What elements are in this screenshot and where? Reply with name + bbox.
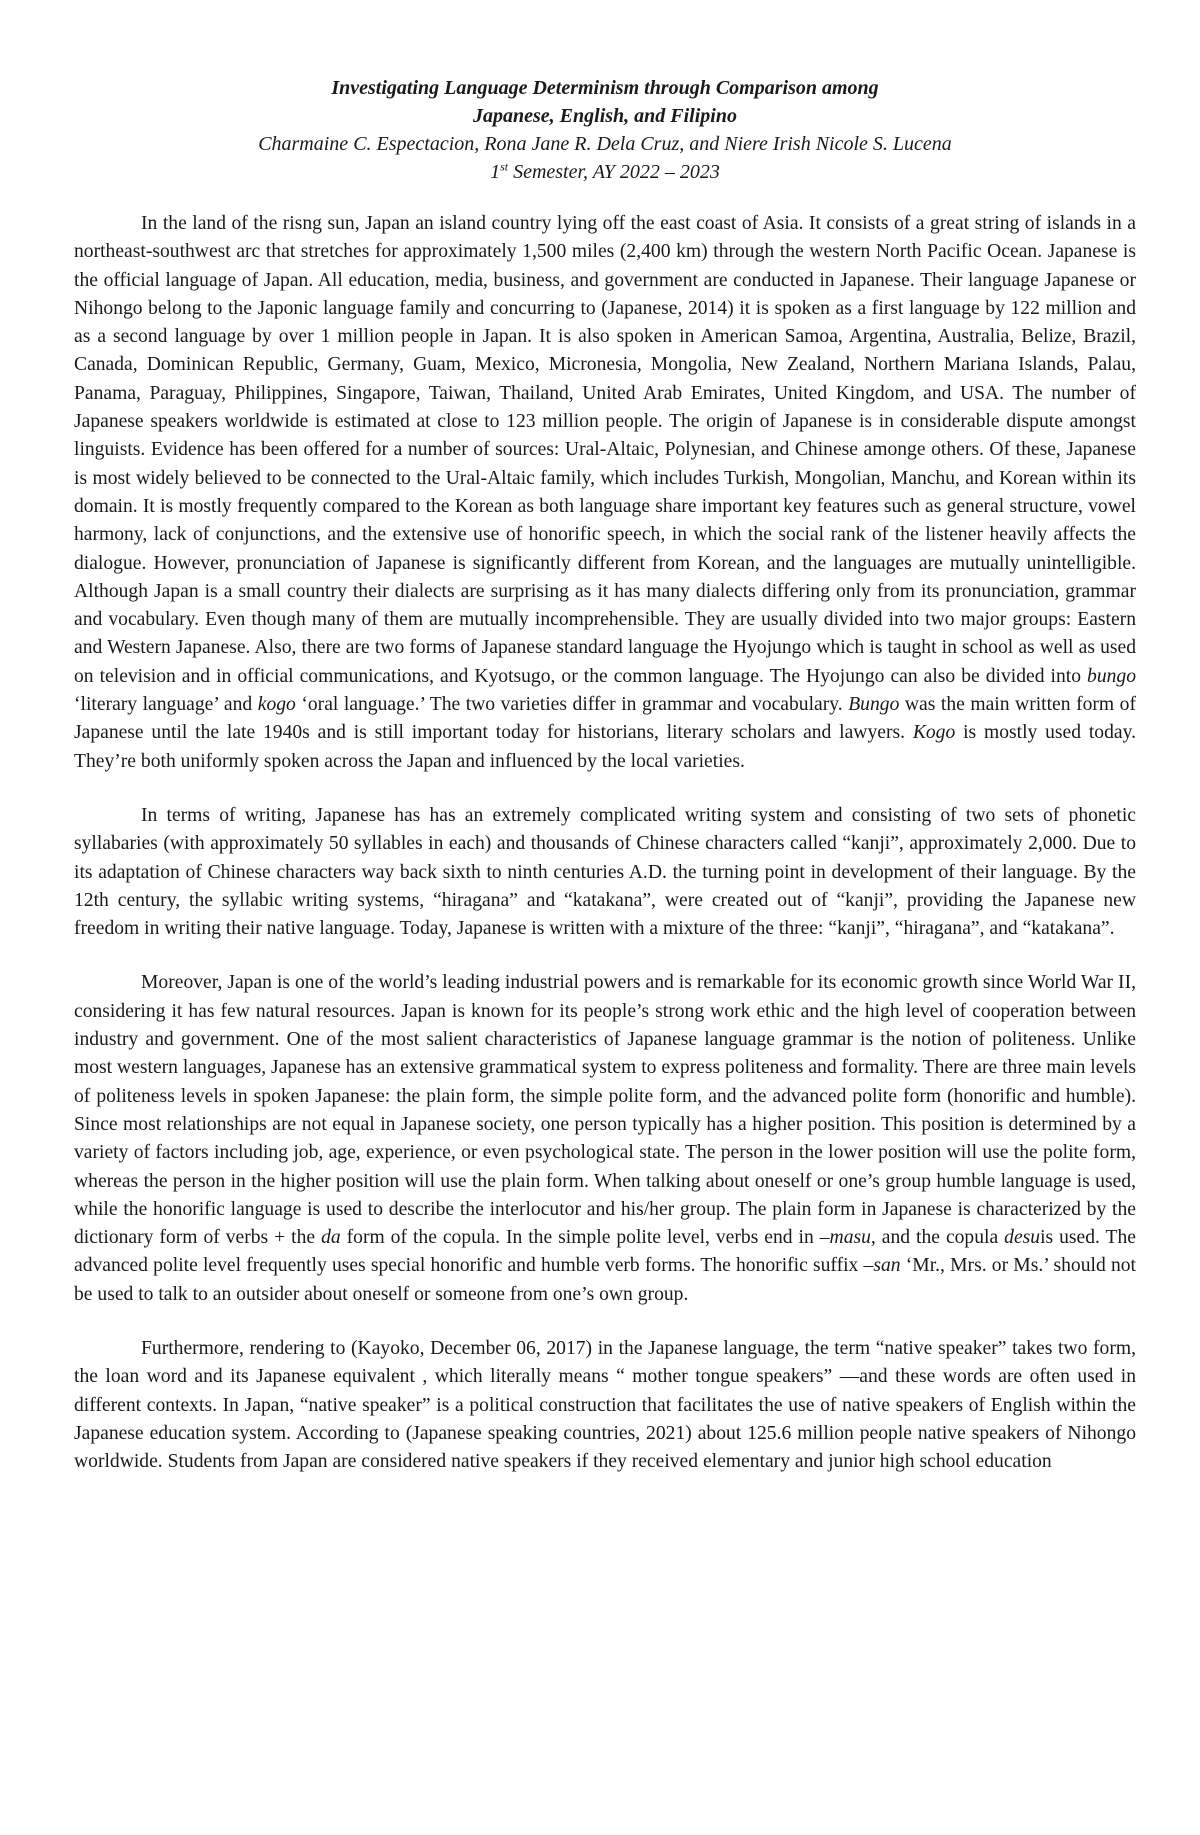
title-line-2: Japanese, English, and Filipino — [473, 105, 737, 127]
p1-term-bungo: bungo — [1087, 665, 1136, 687]
paragraph-1 — [74, 210, 1136, 776]
paragraph-2: In terms of writing, Japanese has has an extremely complicated writing system and consisting of two sets of phonetic syllabaries (with approximately 50 syllables in each) and thousands of Chinese characters called “kanji”, approximately 2,000. Due to its adaptation of Chinese characters way back sixth to ninth centuries A.D. the turning point in development of their language. By the 12th century, the syllabic writing systems, “hiragana” and “katakana”, were created out of “kanji”, providing the Japanese new freedom in writing their native language. Today, Japanese is written with a mixture of the three: “kanji”, “hiragana”, and “katakana”. — [74, 804, 1136, 940]
p1-text-3: ‘oral language.’ The two varieties differ in grammar and vocabulary. — [295, 694, 849, 716]
p3-text-4: is used. The advanced polite level frequently uses special honorific and humble verb forms. The honorific suffix — [74, 1227, 1136, 1277]
p1-text-2: ‘literary language’ and — [74, 694, 258, 716]
paper-title — [74, 74, 1136, 130]
paragraph-4: Furthermore, rendering to (Kayoko, December 06, 2017) in the Japanese language, the term “native speaker” takes two form, the loan word and its Japanese equivalent , which literally means “ mother tongue speakers” —and these words are often used in different contexts. In Japan, “native speaker” is a political construction that facilitates the use of native speakers of English within the Japanese education system. According to (Japanese speaking countries, 2021) about 125.6 million people native speakers of Nihongo worldwide. Students from Japan are considered native speakers if they received elementary and junior high school education — [74, 1337, 1136, 1473]
p3-term-masu: –masu — [819, 1227, 871, 1249]
author-list: Charmaine C. Espectacion, Rona Jane R. Dela Cruz, and Niere Irish Nicole S. Lucena — [258, 133, 952, 155]
p1-text-4: was the main written form of Japanese until the late 1940s and is still important today for historians, literary scholars and lawyers. — [74, 694, 1137, 744]
p3-text-2: form of the copula. In the simple polite level, verbs end in — [340, 1227, 820, 1249]
p1-term-bungo-2: Bungo — [848, 694, 900, 716]
semester-ordinal: 1 — [490, 161, 501, 183]
p1-term-kogo-2: Kogo — [912, 722, 956, 744]
semester-line — [74, 158, 1136, 186]
p3-term-da: da — [321, 1227, 341, 1249]
p3-term-san: –san — [863, 1255, 901, 1277]
p3-text-5: ‘Mr., Mrs. or Ms.’ should not be used to talk to an outsider about oneself or someone from one’s own group. — [74, 1255, 1136, 1305]
p3-text-1: Moreover, Japan is one of the world’s leading industrial powers and is remarkable for its economic growth since World War II, considering it has few natural resources. Japan is known for its people’s strong work ethic and the high level of cooperation between industry and government. One of the most salient characteristics of Japanese language grammar is the notion of politeness. Unlike most western languages, Japanese has an extensive grammatical system to express politeness and formality. There are three main levels of politeness levels in spoken Japanese: the plain form, the simple polite form, and the advanced polite form (honorific and humble). Since most relationships are not equal in Japanese society, one person typically has a higher position. This position is determined by a variety of factors including job, age, experience, or even psychological state. The person in the lower position will use the polite form, whereas the person in the higher position will use the plain form. When talking about oneself or one’s group humble language is used, while the honorific language is used to describe the interlocutor and his/her group. The plain form in Japanese is characterized by the dictionary form of verbs + the — [74, 972, 1136, 1249]
paragraph-3 — [74, 969, 1136, 1309]
paper-header — [74, 74, 1136, 186]
semester-rest: Semester, AY 2022 – 2023 — [508, 161, 720, 183]
p3-term-desu: desu — [1004, 1227, 1041, 1249]
paragraph-gap — [74, 776, 1136, 802]
p1-text-1: In the land of the risng sun, Japan an island country lying off the east coast of Asia. It consists of a great string of islands in a northeast-southwest arc that stretches for approximately 1,500 miles (2,400 km) through the western North Pacific Ocean. Japanese is the official language of Japan. All education, media, business, and government are conducted in Japanese. Their language Japanese or Nihongo belong to the Japonic language family and concurring to (Japanese, 2014) it is spoken as a first language by 122 million and as a second language by over 1 million people in Japan. It is also spoken in American Samoa, Argentina, Australia, Belize, Brazil, Canada, Dominican Republic, Germany, Guam, Mexico, Micronesia, Mongolia, New Zealand, Northern Mariana Islands, Palau, Panama, Paraguay, Philippines, Singapore, Taiwan, Thailand, United Arab Emirates, United Kingdom, and USA. The number of Japanese speakers worldwide is estimated at close to 123 million people. The origin of Japanese is in considerable dispute amongst linguists. Evidence has been offered for a number of sources: Ural-Altaic, Polynesian, and Chinese amonge others. Of these, Japanese is most widely believed to be connected to the Ural-Altaic family, which includes Turkish, Mongolian, Manchu, and Korean within its domain. It is mostly frequently compared to the Korean as both language share important key features such as general structure, vowel harmony, lack of conjunctions, and the extensive use of honorific speech, in which the social rank of the listener heavily affects the dialogue. However, pronunciation of Japanese is significantly different from Korean, and the languages are mutually unintelligible. Although Japan is a small country their dialects are surprising as it has many dialects differing only from its pronunciation, grammar and vocabulary. Even though many of them are mutually incomprehensible. They are usually divided into two major groups: Eastern and Western Japanese. Also, there are two forms of Japanese standard language the Hyojungo which is taught in school as well as used on television and in official communications, and Kyotsugo, or the common language. The Hyojungo can also be divided into — [74, 213, 1136, 687]
paragraph-gap — [74, 1309, 1136, 1335]
p3-text-3: , and the copula — [870, 1227, 1005, 1249]
semester-suffix: st — [500, 159, 509, 174]
p1-term-kogo: kogo — [257, 694, 296, 716]
paragraph-gap — [74, 943, 1136, 969]
p1-text-5: is mostly used today. They’re both uniformly spoken across the Japan and influenced by the local varieties. — [74, 722, 1136, 772]
title-line-1: Investigating Language Determinism through Comparison among — [331, 77, 879, 99]
